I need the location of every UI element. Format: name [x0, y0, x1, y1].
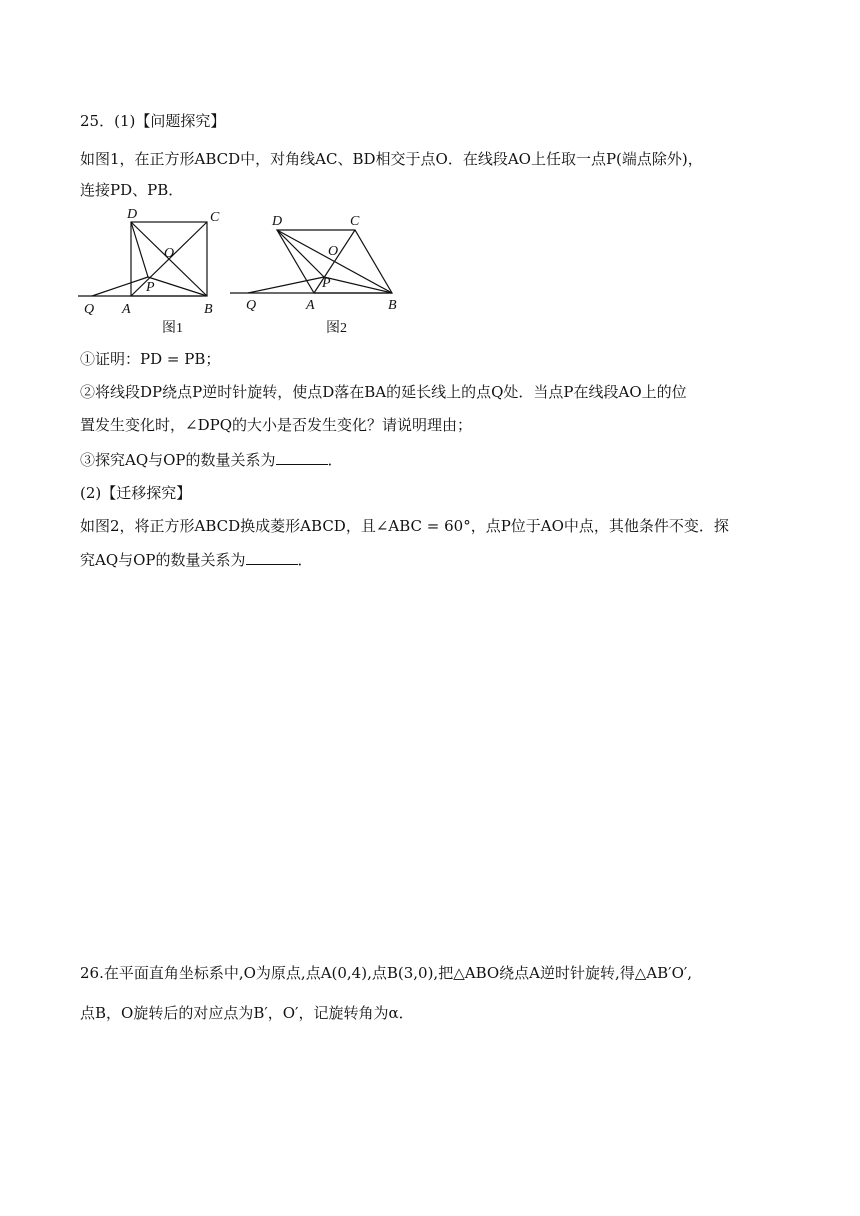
fig1-label-a: A: [122, 302, 131, 317]
fig2-caption: 图2: [326, 321, 347, 336]
geometry-figures: [70, 205, 430, 340]
fig1-label-c: C: [210, 210, 220, 225]
q25-item3-end: ．: [327, 451, 343, 469]
fig1-segment-pq: [92, 277, 148, 296]
q26-line1: 26.在平面直角坐标系中,O为原点,点A(0,4),点B(3,0),把△ABO绕点A逆时针旋转,得△AB′O′,: [80, 964, 693, 982]
q25-part2-header: (2)【迁移探究】: [80, 484, 192, 502]
fig2-label-b: B: [388, 298, 397, 313]
fig2-label-p: P: [322, 276, 331, 291]
q25-item2-line1: ②将线段DP绕点P逆时针旋转，使点D落在BA的延长线上的点Q处．当点P在线段AO上的位: [80, 383, 687, 401]
q25-item3: [80, 449, 343, 471]
q25-intro-line1: 如图1，在正方形ABCD中，对角线AC、BD相交于点O．在线段AO上任取一点P(端点除外)，: [80, 150, 703, 168]
q25-item3-text: ③探究AQ与OP的数量关系为: [80, 451, 276, 469]
q25-item1: ①证明：PD = PB；: [80, 350, 221, 368]
figure-2: [230, 230, 392, 293]
fig1-label-q: Q: [84, 302, 95, 317]
q25-intro-line2: 连接PD、PB．: [80, 181, 184, 199]
fig1-segment-pb: [148, 277, 207, 296]
fig2-label-o: O: [328, 244, 339, 259]
fig1-label-o: O: [164, 246, 175, 261]
q25-part2-line2: [80, 549, 313, 571]
fig1-label-b: B: [204, 302, 213, 317]
q25-header: 25．(1)【问题探究】: [80, 112, 226, 130]
fig1-label-p: P: [146, 280, 155, 295]
answer-blank-1: [276, 450, 328, 465]
figure-1: [78, 222, 207, 296]
fig2-label-c: C: [350, 214, 360, 229]
fig2-label-a: A: [306, 298, 315, 313]
fig2-label-d: D: [272, 214, 283, 229]
q26-line2: 点B，O旋转后的对应点为B′，O′，记旋转角为α．: [80, 1004, 414, 1022]
q25-part2-end: ．: [297, 551, 313, 569]
fig2-segment-pb: [324, 277, 392, 293]
q25-part2-line2-text: 究AQ与OP的数量关系为: [80, 551, 246, 569]
fig2-label-q: Q: [246, 298, 257, 313]
q25-item2-line2: 置发生变化时，∠DPQ的大小是否发生变化？请说明理由；: [80, 416, 472, 434]
answer-blank-2: [246, 550, 298, 565]
fig1-caption: 图1: [162, 321, 183, 336]
fig1-label-d: D: [127, 207, 138, 222]
q25-part2-line1: 如图2，将正方形ABCD换成菱形ABCD，且∠ABC = 60°，点P位于AO中点，其他条件不变．探: [80, 517, 729, 535]
